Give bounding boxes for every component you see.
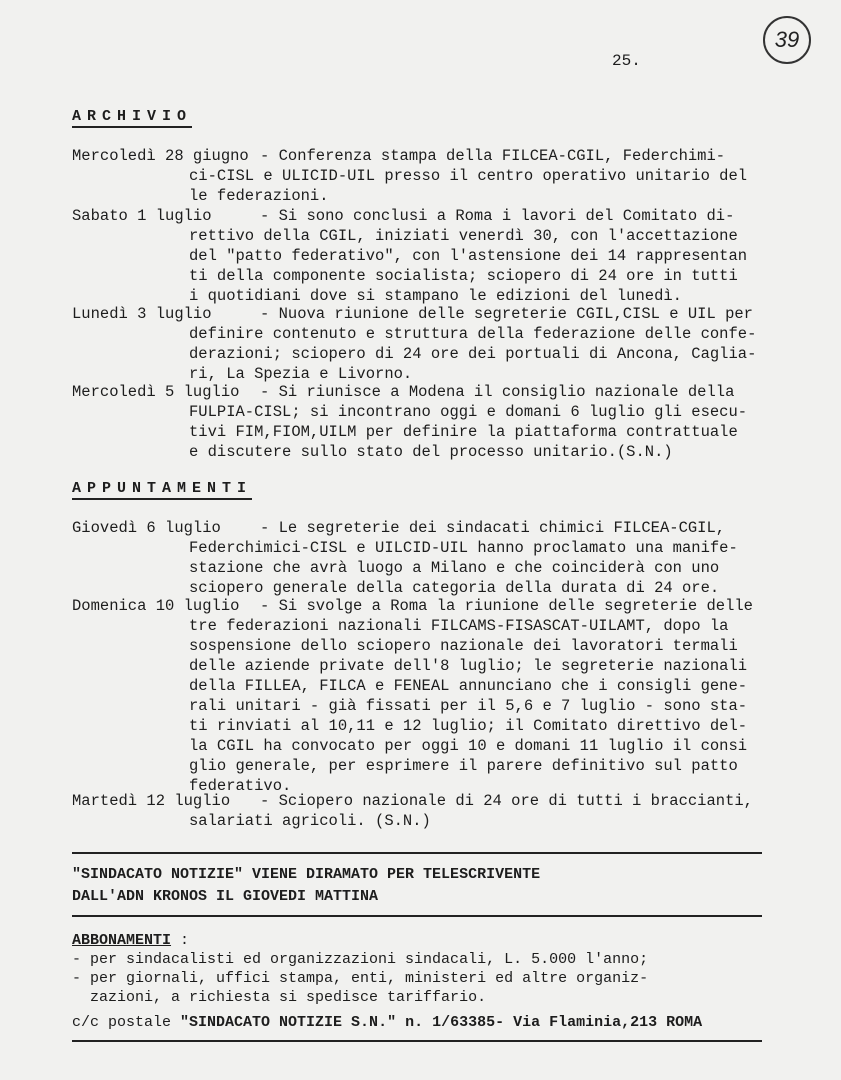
entry-text: ti della componente socialista; sciopero di 24 ore in tutti: [189, 267, 738, 285]
entry-text: rali unitari - già fissati per il 5,6 e 7 luglio - sono sta-: [189, 697, 748, 715]
appuntamenti-heading: APPUNTAMENTI: [72, 480, 252, 500]
entry-text: del "patto federativo", con l'astensione dei 14 rappresentan: [189, 247, 748, 265]
appuntamenti-entry: [72, 518, 792, 598]
postal-prefix: c/c postale: [72, 1014, 181, 1031]
archivio-entry: [72, 146, 792, 206]
entry-date: Domenica 10 luglio: [72, 597, 240, 615]
entry-text: ci-CISL e ULICID-UIL presso il centro operativo unitario del: [189, 167, 748, 185]
entry-text: tre federazioni nazionali FILCAMS-FISASCAT-UILAMT, dopo la: [189, 617, 729, 635]
entry-text: - Si sono conclusi a Roma i lavori del Comitato di-: [260, 207, 735, 225]
entry-text: - Si svolge a Roma la riunione delle segreterie delle: [260, 597, 753, 615]
entry-text: definire contenuto e struttura della federazione delle confe-: [189, 325, 757, 343]
entry-date: Lunedì 3 luglio: [72, 305, 212, 323]
entry-text: - Le segreterie dei sindacati chimici FILCEA-CGIL,: [260, 519, 726, 537]
archivio-entry: [72, 304, 792, 384]
entry-text: - Sciopero nazionale di 24 ore di tutti i braccianti,: [260, 792, 753, 810]
entry-text: - Conferenza stampa della FILCEA-CGIL, Federchimi-: [260, 147, 726, 165]
entry-date: Mercoledì 28 giugno: [72, 147, 249, 165]
page-stamp: 39: [763, 16, 811, 64]
postal-account: [72, 1014, 702, 1031]
entry-text: - Nuova riunione delle segreterie CGIL,CISL e UIL per: [260, 305, 753, 323]
page-number: 25.: [612, 52, 641, 70]
entry-text: stazione che avrà luogo a Milano e che coinciderà con uno: [189, 559, 720, 577]
notice-line: DALL'ADN KRONOS IL GIOVEDI MATTINA: [72, 888, 379, 905]
archivio-heading: ARCHIVIO: [72, 108, 192, 128]
entry-text: della FILLEA, FILCA e FENEAL annunciano che i consigli gene-: [189, 677, 748, 695]
entry-text: i quotidiani dove si stampano le edizioni del lunedì.: [189, 287, 682, 305]
archivio-entry: [72, 206, 792, 306]
entry-text: glio generale, per esprimere il parere definitivo sul patto: [189, 757, 738, 775]
abbonamenti-heading: [72, 932, 189, 949]
entry-text: federativo.: [189, 777, 292, 795]
postal-text: "SINDACATO NOTIZIE S.N." n. 1/63385- Via Flaminia,213 ROMA: [180, 1014, 703, 1031]
entry-text: le federazioni.: [189, 187, 329, 205]
abbonamenti-line: zazioni, a richiesta si spedisce tariffario.: [72, 989, 487, 1006]
divider: [72, 915, 762, 917]
entry-text: Federchimici-CISL e UILCID-UIL hanno proclamato una manife-: [189, 539, 738, 557]
entry-text: sospensione dello sciopero nazionale dei lavoratori termali: [189, 637, 738, 655]
entry-date: Sabato 1 luglio: [72, 207, 212, 225]
entry-date: Martedì 12 luglio: [72, 792, 231, 810]
entry-text: salariati agricoli. (S.N.): [189, 812, 431, 830]
notice-line: "SINDACATO NOTIZIE" VIENE DIRAMATO PER TELESCRIVENTE: [72, 866, 541, 883]
entry-date: Giovedì 6 luglio: [72, 519, 221, 537]
entry-text: ri, La Spezia e Livorno.: [189, 365, 413, 383]
abbonamenti-title: ABBONAMENTI: [72, 932, 172, 949]
divider: [72, 1040, 762, 1042]
entry-text: la CGIL ha convocato per oggi 10 e domani 11 luglio il consi: [189, 737, 748, 755]
entry-text: ti rinviati al 10,11 e 12 luglio; il Comitato direttivo del-: [189, 717, 748, 735]
divider: [72, 852, 762, 854]
abbonamenti-line: - per giornali, uffici stampa, enti, ministeri ed altre organiz-: [72, 970, 649, 987]
abbonamenti-suffix: :: [171, 932, 190, 949]
entry-text: tivi FIM,FIOM,UILM per definire la piattaforma contrattuale: [189, 423, 738, 441]
entry-text: - Si riunisce a Modena il consiglio nazionale della: [260, 383, 735, 401]
archivio-entry: [72, 382, 792, 462]
entry-text: e discutere sullo stato del processo unitario.(S.N.): [189, 443, 673, 461]
abbonamenti-line: - per sindacalisti ed organizzazioni sindacali, L. 5.000 l'anno;: [72, 951, 649, 968]
entry-text: FULPIA-CISL; si incontrano oggi e domani 6 luglio gli esecu-: [189, 403, 748, 421]
entry-text: derazioni; sciopero di 24 ore dei portuali di Ancona, Caglia-: [189, 345, 757, 363]
entry-text: rettivo della CGIL, iniziati venerdì 30, con l'accettazione: [189, 227, 738, 245]
appuntamenti-entry: [72, 791, 792, 831]
appuntamenti-entry: [72, 596, 792, 796]
entry-date: Mercoledì 5 luglio: [72, 383, 240, 401]
entry-text: sciopero generale della categoria della durata di 24 ore.: [189, 579, 720, 597]
entry-text: delle aziende private dell'8 luglio; le segreterie nazionali: [189, 657, 748, 675]
